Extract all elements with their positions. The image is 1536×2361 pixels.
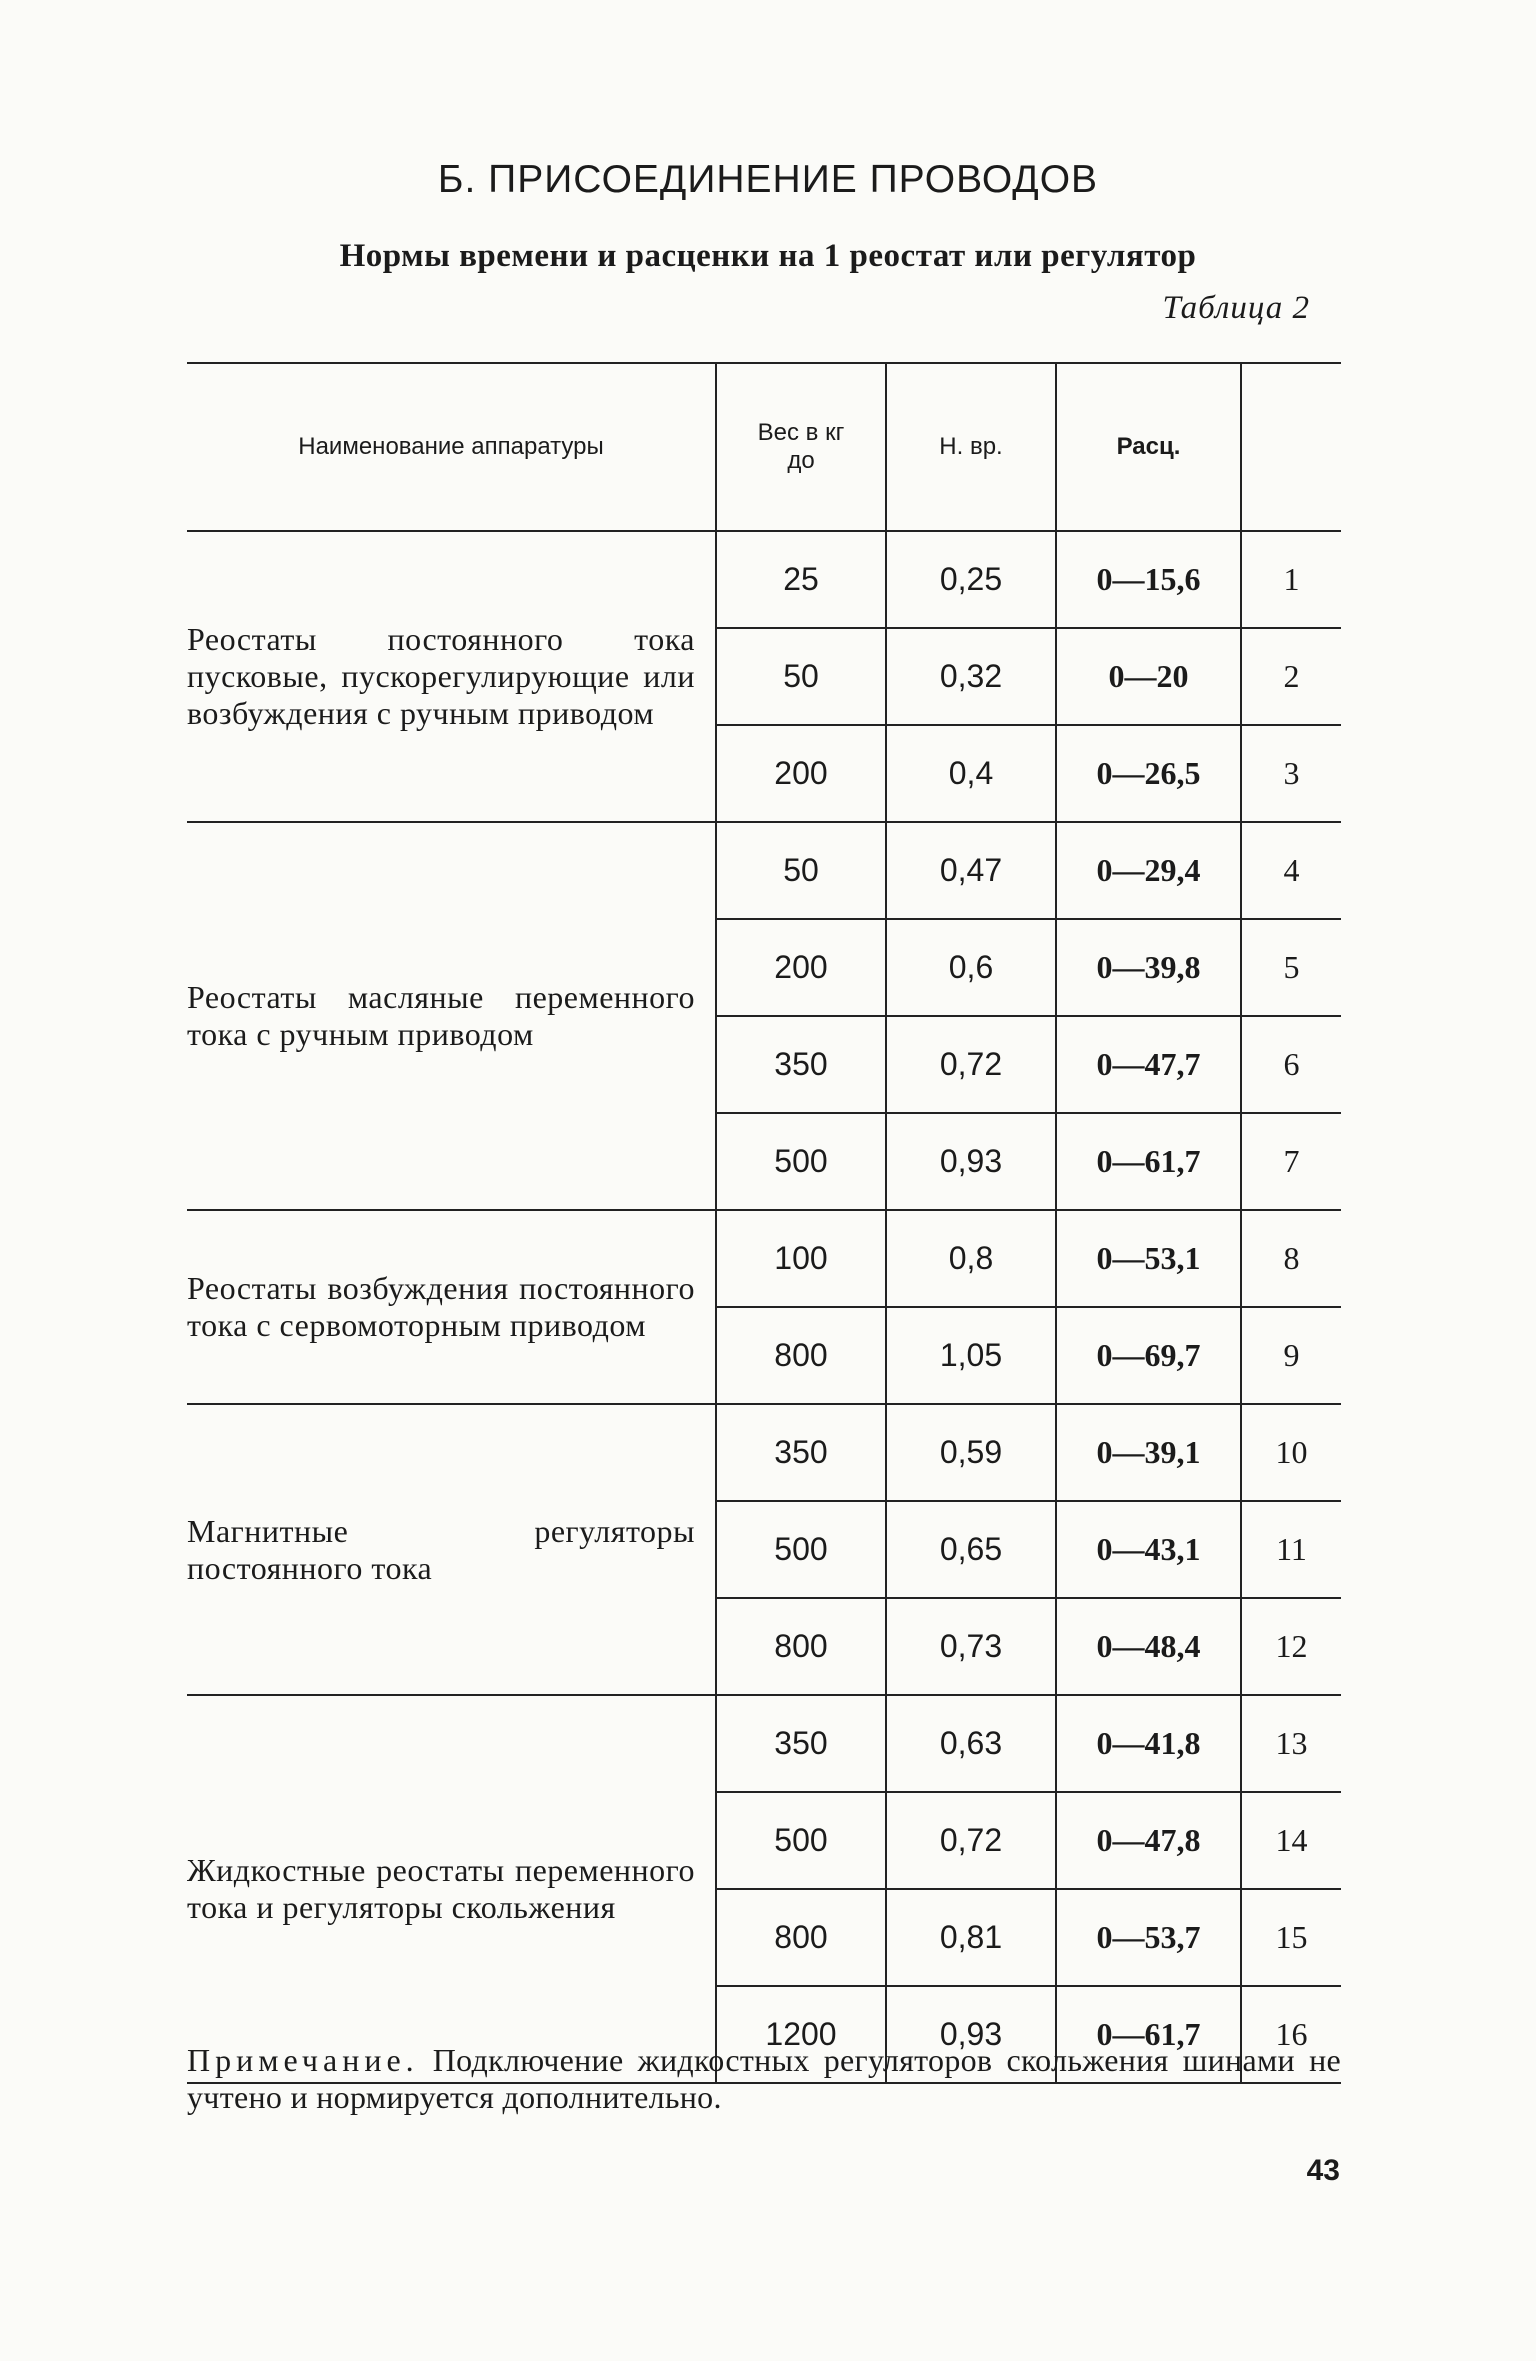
rate-cell: 0—48,4 (1056, 1598, 1241, 1695)
norm-cell: 0,47 (886, 822, 1056, 919)
rate-cell: 0—69,7 (1056, 1307, 1241, 1404)
norm-cell: 0,93 (886, 1986, 1056, 2083)
row-number-cell: 1 (1241, 531, 1341, 628)
weight-cell: 100 (716, 1210, 886, 1307)
rate-cell: 0—41,8 (1056, 1695, 1241, 1792)
weight-cell: 800 (716, 1307, 886, 1404)
row-number-cell: 3 (1241, 725, 1341, 822)
section-title: Б. ПРИСОЕДИНЕНИЕ ПРОВОДОВ (437, 158, 1099, 201)
weight-cell: 25 (716, 531, 886, 628)
rate-cell: 0—61,7 (1056, 1986, 1241, 2083)
weight-cell: 500 (716, 1501, 886, 1598)
row-number-cell: 12 (1241, 1598, 1341, 1695)
rate-cell: 0—53,7 (1056, 1889, 1241, 1986)
norm-cell: 1,05 (886, 1307, 1056, 1404)
apparatus-name: Реостаты масляные переменного тока с ручным приводом (187, 822, 716, 1210)
norms-table (187, 362, 1341, 2084)
norm-cell: 0,73 (886, 1598, 1056, 1695)
rate-cell: 0—20 (1056, 628, 1241, 725)
table-row (187, 822, 1341, 919)
row-number-cell: 6 (1241, 1016, 1341, 1113)
row-number-cell: 7 (1241, 1113, 1341, 1210)
header-weight-line1: Вес в кг (757, 419, 845, 446)
norm-cell: 0,8 (886, 1210, 1056, 1307)
table-body (187, 531, 1341, 2083)
table-caption: Нормы времени и расценки на 1 реостат или регулятор (339, 238, 1197, 274)
norm-cell: 0,65 (886, 1501, 1056, 1598)
norm-cell: 0,72 (886, 1016, 1056, 1113)
rate-cell: 0—26,5 (1056, 725, 1241, 822)
rate-cell: 0—39,1 (1056, 1404, 1241, 1501)
row-number-cell: 15 (1241, 1889, 1341, 1986)
row-number-cell: 13 (1241, 1695, 1341, 1792)
rate-cell: 0—39,8 (1056, 919, 1241, 1016)
header-weight (716, 363, 886, 531)
rate-cell: 0—53,1 (1056, 1210, 1241, 1307)
row-number-cell: 8 (1241, 1210, 1341, 1307)
weight-cell: 350 (716, 1695, 886, 1792)
row-number-cell: 14 (1241, 1792, 1341, 1889)
weight-cell: 800 (716, 1889, 886, 1986)
weight-cell: 800 (716, 1598, 886, 1695)
apparatus-name: Магнитные регуляторы постоянного тока (187, 1404, 716, 1695)
page-number: 43 (1306, 2154, 1340, 2187)
note-label: Примечание. (187, 2042, 419, 2078)
norm-cell: 0,63 (886, 1695, 1056, 1792)
weight-cell: 1200 (716, 1986, 886, 2083)
row-number-cell: 11 (1241, 1501, 1341, 1598)
row-number-cell: 10 (1241, 1404, 1341, 1501)
norm-cell: 0,6 (886, 919, 1056, 1016)
weight-cell: 350 (716, 1016, 886, 1113)
rate-cell: 0—61,7 (1056, 1113, 1241, 1210)
norm-cell: 0,59 (886, 1404, 1056, 1501)
norm-cell: 0,25 (886, 531, 1056, 628)
rate-cell: 0—43,1 (1056, 1501, 1241, 1598)
rate-cell: 0—47,8 (1056, 1792, 1241, 1889)
rate-cell: 0—15,6 (1056, 531, 1241, 628)
rate-cell: 0—29,4 (1056, 822, 1241, 919)
row-number-cell: 16 (1241, 1986, 1341, 2083)
table-row (187, 531, 1341, 628)
norm-cell: 0,93 (886, 1113, 1056, 1210)
apparatus-name: Реостаты возбуждения постоянного тока с сервомоторным приводом (187, 1210, 716, 1404)
row-number-cell: 5 (1241, 919, 1341, 1016)
weight-cell: 50 (716, 628, 886, 725)
note-text: Подключение жидкостных регуляторов скольжения шинами не учтено и нормируется дополнительно. (187, 2042, 1341, 2115)
note (187, 2042, 1341, 2116)
norm-cell: 0,32 (886, 628, 1056, 725)
header-weight-line2: до (787, 447, 815, 474)
table-header-row (187, 363, 1341, 531)
header-rate: Расц. (1056, 363, 1241, 531)
header-row-number (1241, 363, 1341, 531)
weight-cell: 50 (716, 822, 886, 919)
row-number-cell: 2 (1241, 628, 1341, 725)
row-number-cell: 4 (1241, 822, 1341, 919)
weight-cell: 350 (716, 1404, 886, 1501)
table-number: Таблица 2 (1162, 290, 1310, 326)
weight-cell: 500 (716, 1792, 886, 1889)
rate-cell: 0—47,7 (1056, 1016, 1241, 1113)
norm-cell: 0,72 (886, 1792, 1056, 1889)
apparatus-name: Жидкостные реостаты переменного тока и регуляторы скольжения (187, 1695, 716, 2083)
table-row (187, 1695, 1341, 1792)
weight-cell: 200 (716, 725, 886, 822)
table-row (187, 1404, 1341, 1501)
weight-cell: 500 (716, 1113, 886, 1210)
header-name: Наименование аппаратуры (187, 363, 716, 531)
row-number-cell: 9 (1241, 1307, 1341, 1404)
table-row (187, 1210, 1341, 1307)
norm-cell: 0,81 (886, 1889, 1056, 1986)
apparatus-name: Реостаты постоянного тока пусковые, пускорегулирующие или возбуждения с ручным приводом (187, 531, 716, 822)
header-norm: Н. вр. (886, 363, 1056, 531)
weight-cell: 200 (716, 919, 886, 1016)
norm-cell: 0,4 (886, 725, 1056, 822)
